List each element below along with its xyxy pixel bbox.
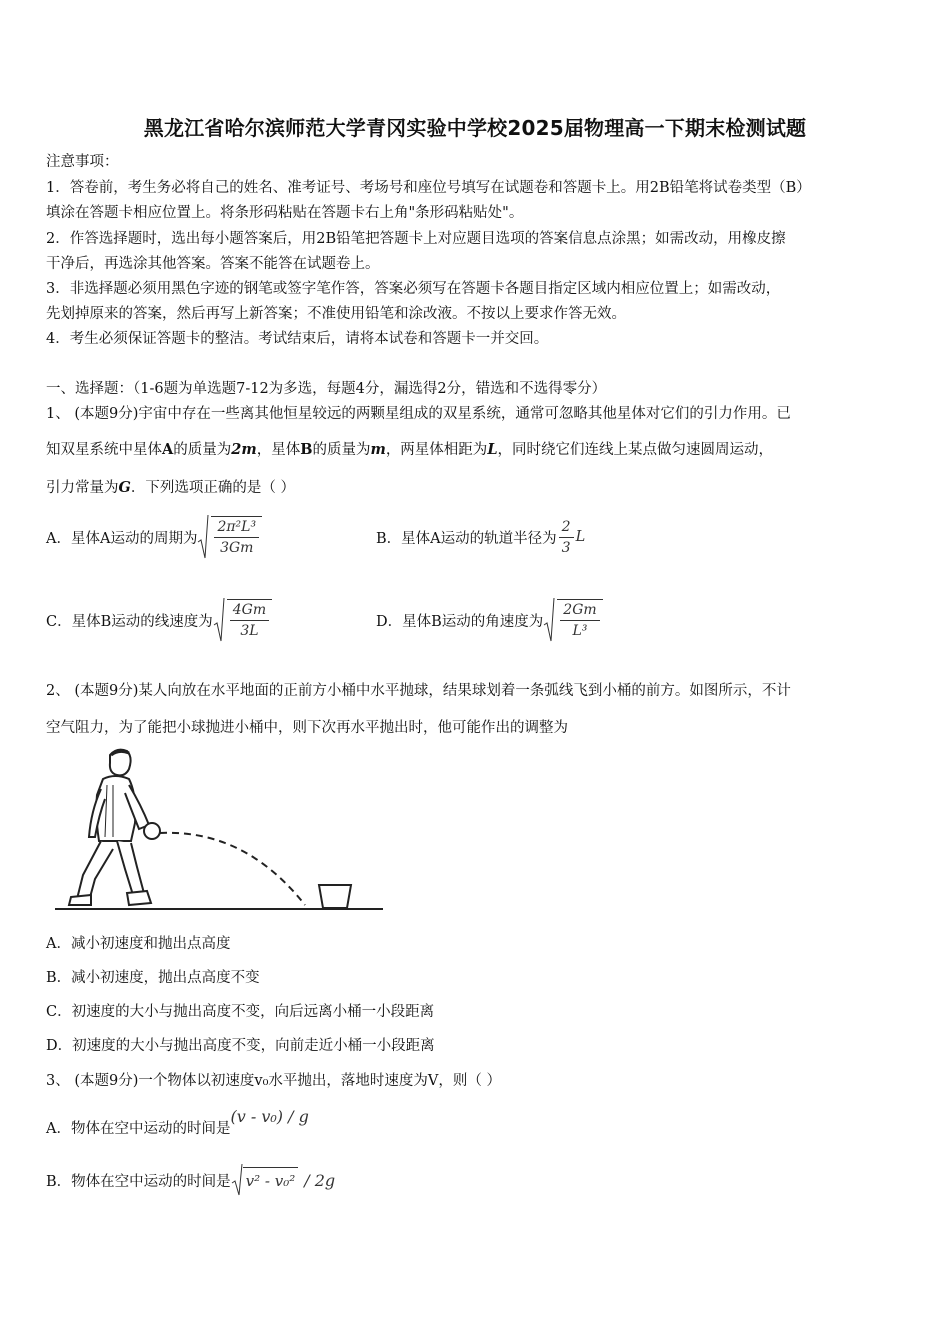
sqrt-expression: $\frac{\text{2π²L³}}{3Gm}$ bbox=[197, 514, 264, 560]
q2-option-d[interactable]: D．初速度的大小与抛出高度不变，向前走近小桶一小段距离 bbox=[46, 1038, 435, 1054]
thrower-figure bbox=[55, 745, 385, 915]
q2-stem-line1: 2、 (本题9分)某人向放在水平地面的正前方小桶中水平抛球，结果球划着一条弧线飞到小桶的前方。如图所示，不计 bbox=[46, 683, 791, 699]
q1-option-c[interactable]: C．星体B运动的线速度为 $\frac{4Gm}{3L}$ bbox=[46, 595, 274, 645]
q3-stem: 3、 (本题9分)一个物体以初速度v₀水平抛出，落地时速度为V，则（ ） bbox=[46, 1073, 501, 1089]
notice-line: 1．答卷前，考生务必将自己的姓名、准考证号、考场号和座位号填写在试题卷和答题卡上。用2B铅笔将试卷类型（B） bbox=[46, 180, 811, 196]
fraction: $\frac{2}{3}$ bbox=[559, 517, 574, 558]
q3-option-a[interactable]: A．物体在空中运动的时间是 (v - v₀) / g bbox=[46, 1106, 309, 1137]
q2-stem-line2: 空气阻力，为了能把小球抛进小桶中，则下次再水平抛出时，他可能作出的调整为 bbox=[46, 720, 568, 736]
q1-option-d[interactable]: D．星体B运动的角速度为 $\frac{2Gm}{\text{L³}}$ bbox=[376, 595, 605, 645]
q2-option-a[interactable]: A．减小初速度和抛出点高度 bbox=[46, 936, 231, 952]
q2-option-b[interactable]: B．减小初速度，抛出点高度不变 bbox=[46, 970, 260, 986]
notice-line: 3．非选择题必须用黑色字迹的钢笔或签字笔作答，答案必须写在答题卡各题目指定区域内相应位置上；如需改动， bbox=[46, 281, 781, 297]
section-heading: 一、选择题：（1-6题为单选题7-12为多选，每题4分，漏选得2分，错选和不选得零分） bbox=[46, 381, 607, 397]
q1-option-b[interactable]: B．星体A运动的轨道半径为 $\frac{2}{3}$ L bbox=[376, 518, 586, 556]
notice-line: 先划掉原来的答案，然后再写上新答案；不准使用铅笔和涂改液。不按以上要求作答无效。 bbox=[46, 306, 626, 322]
notice-heading: 注意事项： bbox=[46, 154, 119, 170]
notice-line: 填涂在答题卡相应位置上。将条形码粘贴在答题卡右上角"条形码粘贴处"。 bbox=[46, 205, 524, 221]
q3-option-b[interactable]: B．物体在空中运动的时间是 v² - v₀² / 2g bbox=[46, 1160, 335, 1200]
math-expression: (v - v₀) / g bbox=[230, 1106, 309, 1126]
q1-option-a[interactable]: A．星体A运动的周期为 $\frac{\text{2π²L³}}{3Gm}$ bbox=[46, 512, 264, 562]
notice-line: 4．考生必须保证答题卡的整洁。考试结束后，请将本试卷和答题卡一并交回。 bbox=[46, 331, 549, 347]
q1-stem-line1: 1、 (本题9分)宇宙中存在一些离其他恒星较远的两颗星组成的双星系统，通常可忽略其他星体对它们的引力作用。已 bbox=[46, 406, 791, 422]
page-title: 黑龙江省哈尔滨师范大学青冈实验中学校2025届物理高一下期末检测试题 bbox=[143, 116, 807, 140]
notice-line: 2．作答选择题时，选出每小题答案后，用2B铅笔把答题卡上对应题目选项的答案信息点涂黑；如需改动，用橡皮擦 bbox=[46, 231, 786, 247]
q1-stem-line3: 引力常量为G．下列选项正确的是（ ） bbox=[46, 479, 295, 496]
sqrt-expression: v² - v₀² bbox=[231, 1163, 299, 1197]
sqrt-expression: $\frac{2Gm}{\text{L³}}$ bbox=[543, 597, 604, 643]
notice-line: 干净后，再选涂其他答案。答案不能答在试题卷上。 bbox=[46, 256, 380, 272]
q1-stem-line2: 知双星系统中星体A的质量为2m，星体B的质量为m，两星体相距为L，同时绕它们连线上某点做匀速圆周运动， bbox=[46, 441, 774, 458]
q2-option-c[interactable]: C．初速度的大小与抛出高度不变，向后远离小桶一小段距离 bbox=[46, 1004, 435, 1020]
sqrt-expression: $\frac{4Gm}{3L}$ bbox=[213, 597, 274, 643]
